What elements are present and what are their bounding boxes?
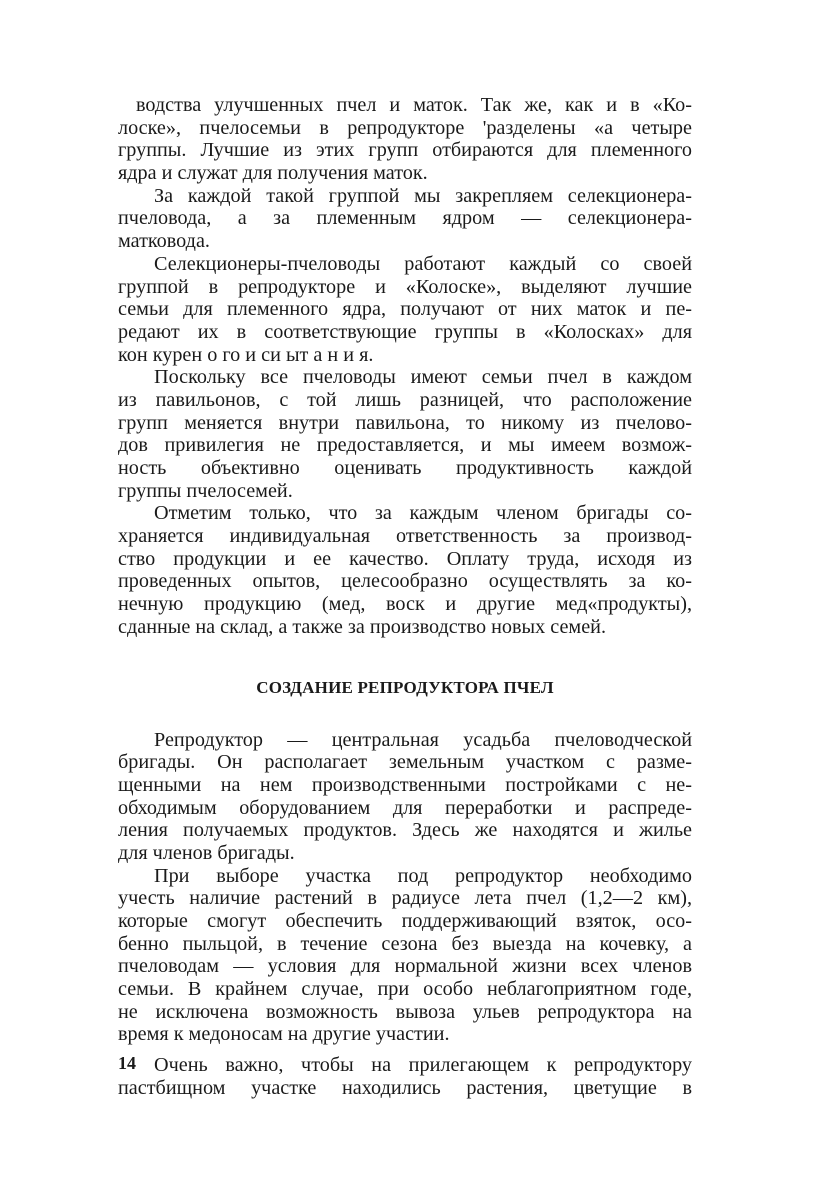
text-line: Очень важно, чтобы на прилегающем к репродуктору xyxy=(154,1054,692,1077)
text-line: бригады. Он располагает земельным участком с разме- xyxy=(118,751,692,774)
text-line: время к медоносам на другие участии. xyxy=(118,1023,450,1046)
text-line: не исключена возможность вывоза ульев репродуктора на xyxy=(118,1000,692,1023)
text-line: нечную продукцию (мед, воск и другие мед«продукты), xyxy=(118,593,692,616)
text-line: семьи. В крайнем случае, при особо неблагоприятном годе, xyxy=(118,978,692,1001)
text-line: для членов бригады. xyxy=(118,841,295,864)
paragraph-7 xyxy=(118,865,692,1047)
text-line: дов привилегия не предоставляется, и мы имеем возмож- xyxy=(118,434,692,457)
paragraph-4 xyxy=(118,366,692,502)
paragraph-8 xyxy=(118,1054,692,1099)
text-line: Репродуктор — центральная усадьба пчеловодческой xyxy=(154,728,692,751)
text-line: бенно пыльцой, в течение сезона без выезда на кочевку, а xyxy=(118,932,692,955)
text-line: редают их в соответствующие группы в «Колосках» для xyxy=(118,320,692,343)
text-line: семьи для племенного ядра, получают от них маток и пе- xyxy=(118,298,692,321)
text-line: пчеловода, а за племенным ядром — селекционера- xyxy=(118,207,692,230)
text-line: групп меняется внутри павильона, то никому из пчелово- xyxy=(118,411,692,434)
text-line: ство продукции и ее качество. Оплату труда, исходя из xyxy=(118,547,692,570)
paragraph-2 xyxy=(118,185,692,253)
text-line: Отметим только, что за каждым членом бригады со- xyxy=(154,502,692,525)
text-line: За каждой такой группой мы закрепляем селекционера- xyxy=(154,184,692,207)
text-line: учесть наличие растений в радиусе лета пчел (1,2—2 км), xyxy=(118,887,692,910)
paragraph-5 xyxy=(118,502,692,638)
paragraph-1 xyxy=(118,94,692,185)
text-line: ления получаемых продуктов. Здесь же находятся и жилье xyxy=(118,819,692,842)
book-page xyxy=(118,94,692,1100)
text-line: водства улучшенных пчел и маток. Так же, как и в «Ко- xyxy=(136,94,692,116)
paragraph-3 xyxy=(118,253,692,366)
text-line: которые смогут обеспечить поддерживающий взяток, осо- xyxy=(118,910,692,932)
paragraph-6 xyxy=(118,729,692,865)
text-line: группы. Лучшие из этих групп отбираются для племенного xyxy=(118,139,692,162)
text-line: При выборе участка под репродуктор необходимо xyxy=(154,864,692,887)
text-line: лоске», пчелосемьи в репродукторе 'разделены «а четыре xyxy=(118,116,692,139)
text-line: группой в репродукторе и «Колоске», выделяют лучшие xyxy=(118,275,692,298)
text-line: ядра и служат для получения маток. xyxy=(118,162,428,185)
text-line: Поскольку все пчеловоды имеют семьи пчел в каждом xyxy=(154,366,692,389)
text-line: проведенных опытов, целесообразно осуществлять за ко- xyxy=(118,570,692,593)
text-line: ность объективно оценивать продуктивность каждой xyxy=(118,457,692,479)
text-line: группы пчелосемей. xyxy=(118,479,293,502)
text-line: из павильонов, с той лишь разницей, что расположение xyxy=(118,388,692,411)
text-line: пастбищном участке находились растения, цветущие в xyxy=(118,1076,692,1099)
text-line: сданные на склад, а также за производство новых семей. xyxy=(118,615,607,638)
text-line: Селекционеры-пчеловоды работают каждый со своей xyxy=(154,252,692,275)
text-line: пчеловодам — условия для нормальной жизни всех членов xyxy=(118,955,692,978)
text-line: храняется индивидуальная ответственность за производ- xyxy=(118,525,692,548)
text-line: кон курен о го и си ыт а н и я. xyxy=(118,343,374,366)
text-line: щенными на нем производственными постройками с не- xyxy=(118,773,692,796)
text-line: обходимым оборудованием для переработки и распреде- xyxy=(118,796,692,819)
page-number: 14 xyxy=(118,1053,136,1073)
text-line: матковода. xyxy=(118,230,210,253)
section-heading: СОЗДАНИЕ РЕПРОДУКТОРА ПЧЕЛ xyxy=(256,677,554,697)
